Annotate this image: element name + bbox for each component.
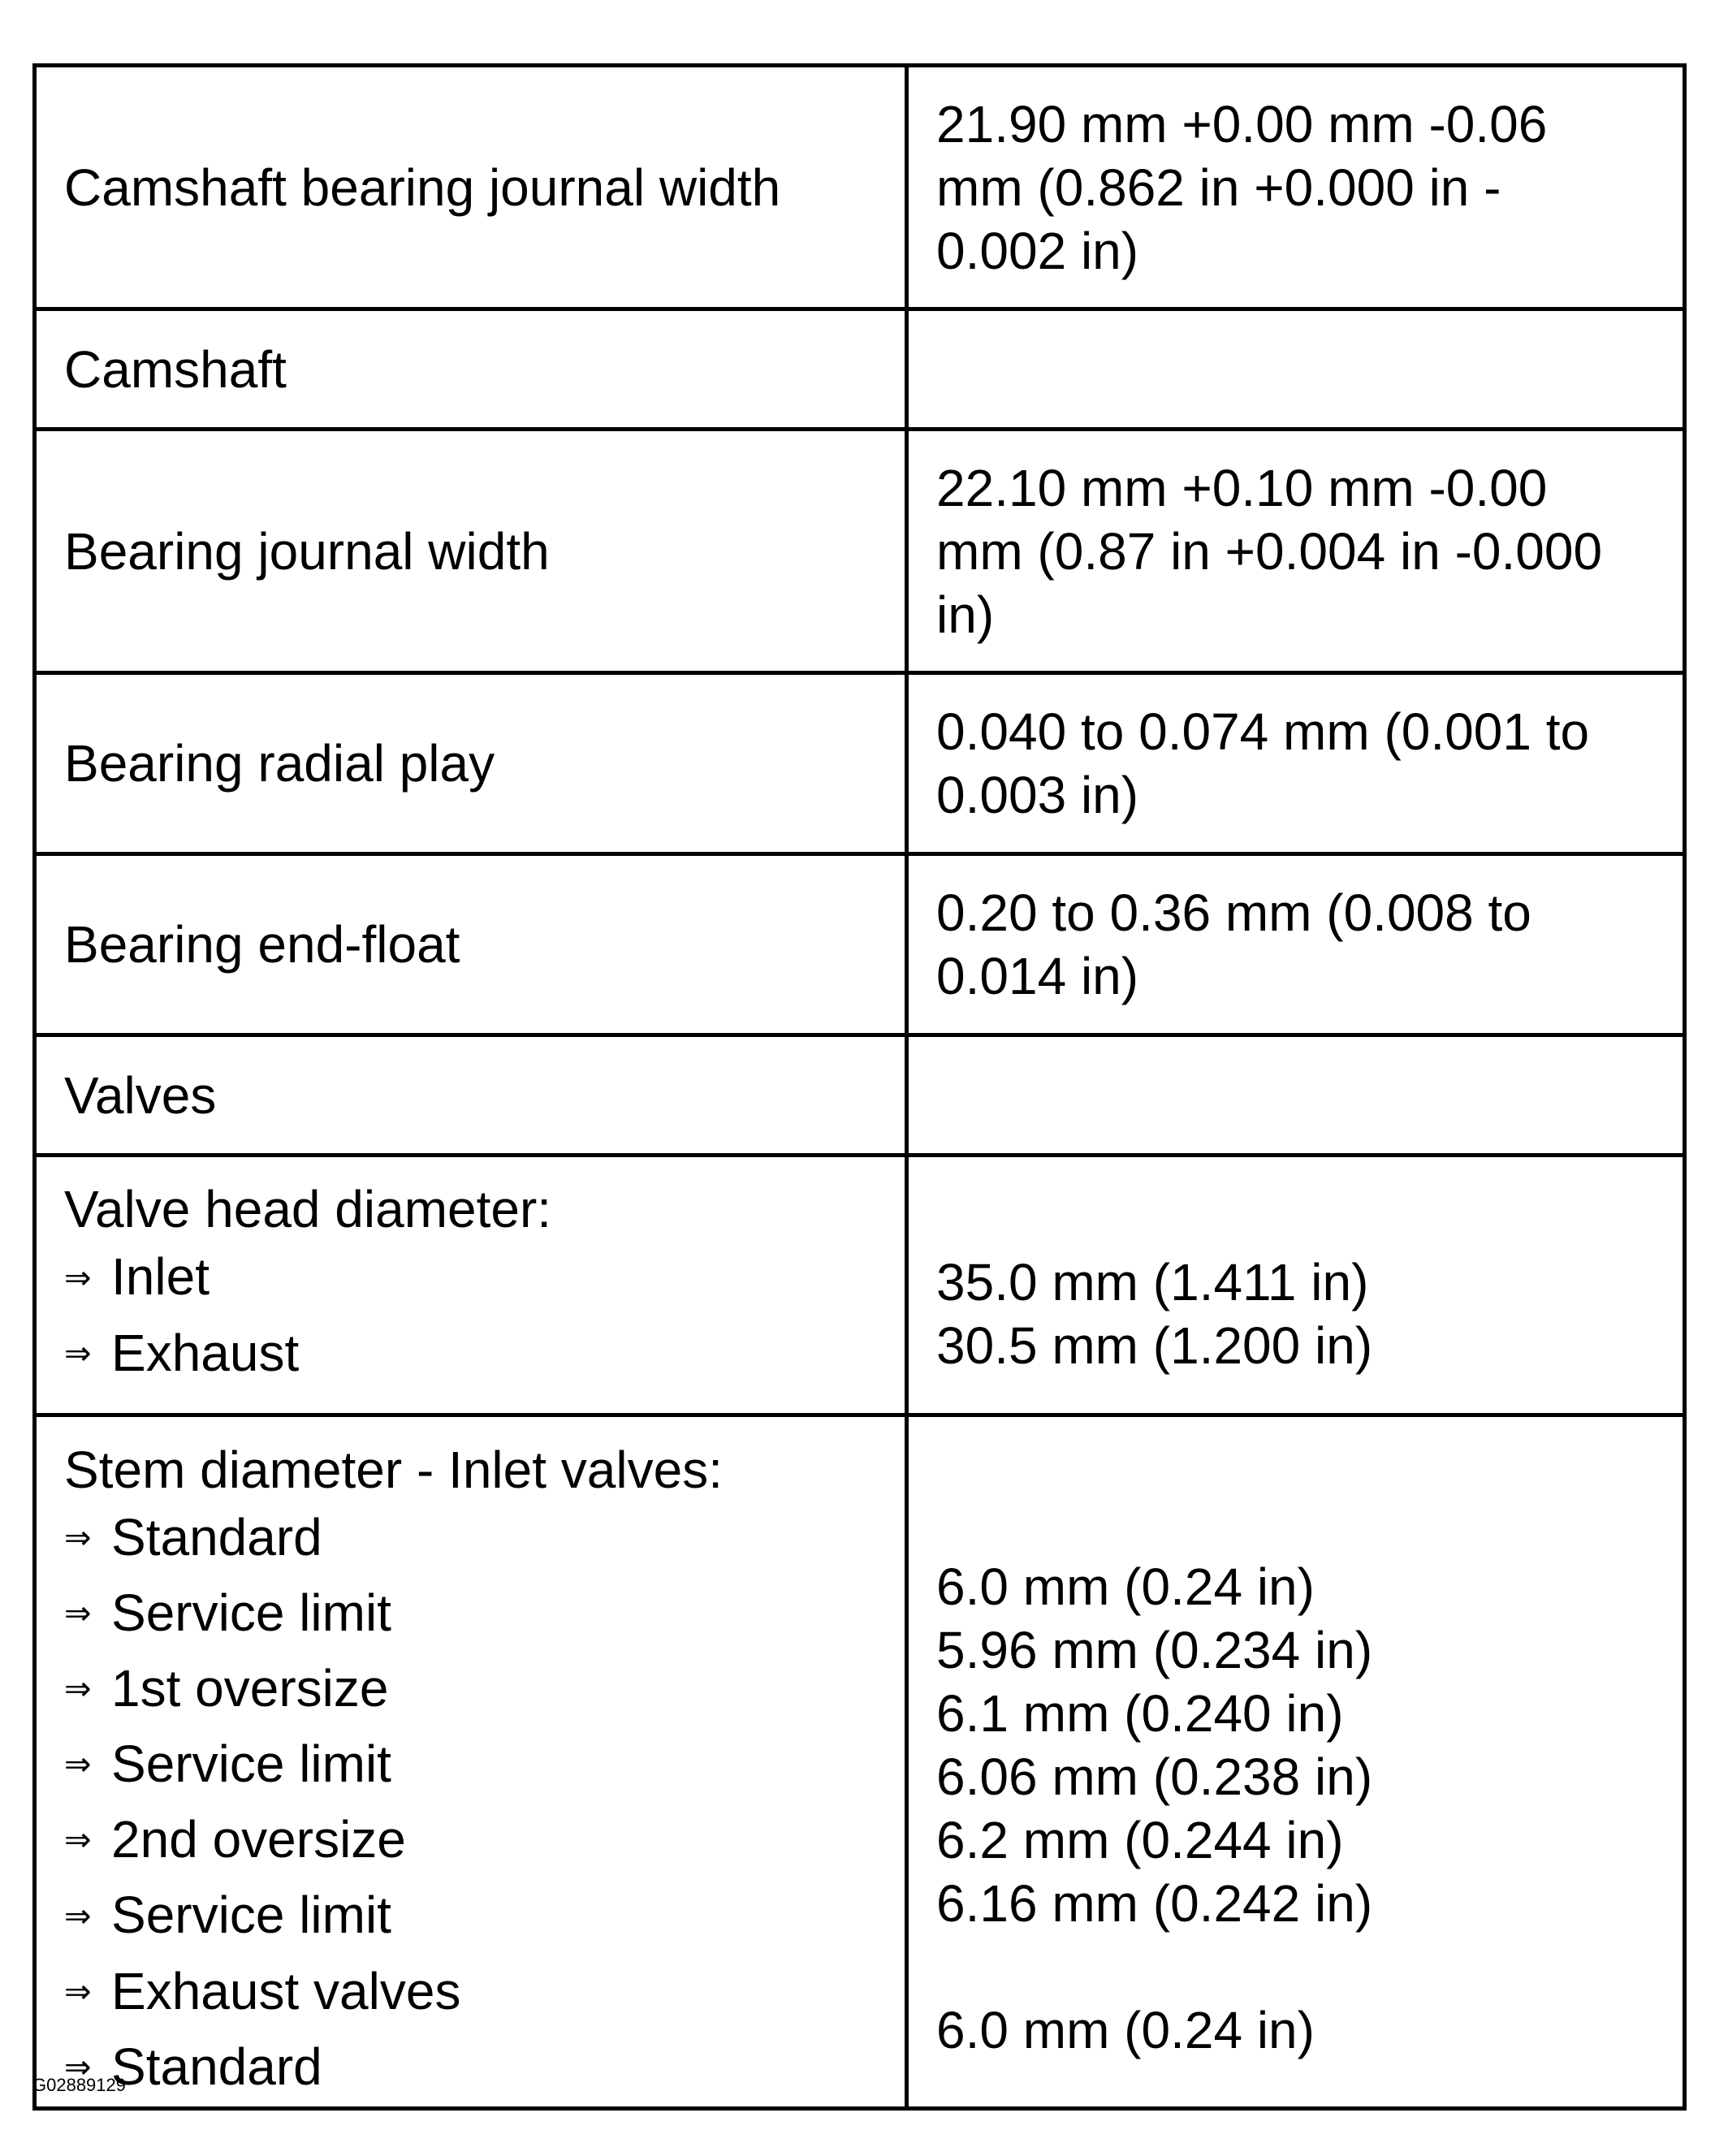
arrow-bullet-icon: ⇒ [64, 1746, 92, 1784]
arrow-bullet-icon: ⇒ [64, 1259, 92, 1297]
arrow-bullet-icon: ⇒ [64, 1595, 92, 1633]
spec-value-cell [907, 66, 1685, 309]
table-row [35, 309, 1685, 430]
arrow-bullet-icon: ⇒ [64, 1334, 92, 1372]
arrow-bullet-icon: ⇒ [64, 1897, 92, 1935]
spec-value: 22.10 mm +0.10 mm -0.00 [936, 458, 1548, 517]
spec-label-cell [35, 1415, 907, 2109]
arrow-bullet-icon: ⇒ [64, 2048, 92, 2086]
spec-table [32, 63, 1687, 2111]
spec-value: 0.003 in) [936, 766, 1139, 824]
spec-value-cell [907, 1035, 1685, 1156]
spec-heading: Valve head diameter: [64, 1180, 552, 1239]
bullet-item: ⇒ Exhaust [64, 1317, 880, 1393]
spec-value: 6.16 mm (0.242 in) [936, 1874, 1373, 1933]
bullet-item: ⇒ Standard [64, 1501, 880, 1577]
bullet-item: ⇒ Service limit [64, 1879, 880, 1955]
bullet-item: ⇒ Exhaust valves [64, 1955, 880, 2031]
section-heading-cell [35, 309, 907, 430]
spec-label: Bearing radial play [64, 734, 495, 793]
table-row [35, 1415, 1685, 2109]
bullet-item: ⇒ 1st oversize [64, 1653, 880, 1728]
spec-label-cell [35, 854, 907, 1035]
spec-value: mm (0.862 in +0.000 in - [936, 158, 1501, 217]
spec-value-cell [907, 1156, 1685, 1415]
spec-label-cell [35, 430, 907, 673]
spec-value: 0.20 to 0.36 mm (0.008 to [936, 884, 1531, 942]
arrow-bullet-icon: ⇒ [64, 1670, 92, 1709]
table-row [35, 854, 1685, 1035]
arrow-bullet-icon: ⇒ [64, 1972, 92, 2011]
spec-value: 6.2 mm (0.244 in) [936, 1811, 1344, 1869]
spec-value-cell [907, 309, 1685, 430]
spec-value-cell [907, 854, 1685, 1035]
spec-value-cell [907, 1415, 1685, 2109]
bullet-item: ⇒ Service limit [64, 1728, 880, 1804]
table-row [35, 1156, 1685, 1415]
arrow-bullet-icon: ⇒ [64, 1519, 92, 1558]
spec-value: in) [936, 585, 995, 644]
spec-value: 0.002 in) [936, 221, 1139, 280]
spec-value: 6.1 mm (0.240 in) [936, 1684, 1344, 1743]
spec-value: 6.06 mm (0.238 in) [936, 1748, 1373, 1806]
spec-value-cell [907, 673, 1685, 854]
spec-label-cell [35, 673, 907, 854]
spec-heading: Stem diameter - Inlet valves: [64, 1441, 723, 1499]
spec-value: 0.040 to 0.074 mm (0.001 to [936, 702, 1590, 761]
table-row [35, 430, 1685, 673]
spec-label: Camshaft bearing journal width [64, 158, 781, 217]
table-row [35, 1035, 1685, 1156]
spec-value: 5.96 mm (0.234 in) [936, 1621, 1373, 1679]
bullet-item: ⇒ 2nd oversize [64, 1804, 880, 1879]
spec-value: 21.90 mm +0.00 mm -0.06 [936, 94, 1548, 153]
section-heading: Valves [64, 1065, 217, 1125]
arrow-bullet-icon: ⇒ [64, 1821, 92, 1860]
spec-value: 30.5 mm (1.200 in) [936, 1316, 1373, 1375]
section-heading: Camshaft [64, 339, 287, 399]
bullet-item: ⇒ Standard [64, 2031, 880, 2106]
figure-id: G02889129 [32, 2075, 126, 2095]
bullet-item: ⇒ Inlet [64, 1241, 880, 1316]
spec-value: 35.0 mm (1.411 in) [936, 1252, 1369, 1311]
bullet-item: ⇒ Service limit [64, 1577, 880, 1653]
spec-value: 0.014 in) [936, 947, 1139, 1005]
spec-label: Bearing end-float [64, 915, 460, 974]
spec-label-cell [35, 66, 907, 309]
table-row [35, 673, 1685, 854]
section-heading-cell [35, 1035, 907, 1156]
spec-label: Bearing journal width [64, 521, 550, 581]
spacer [936, 1935, 1658, 1998]
spec-value-cell [907, 430, 1685, 673]
spec-value: mm (0.87 in +0.004 in -0.000 [936, 521, 1603, 581]
spec-label-cell [35, 1156, 907, 1415]
spec-value: 6.0 mm (0.24 in) [936, 2001, 1315, 2059]
table-row [35, 66, 1685, 309]
spec-value: 6.0 mm (0.24 in) [936, 1558, 1315, 1616]
